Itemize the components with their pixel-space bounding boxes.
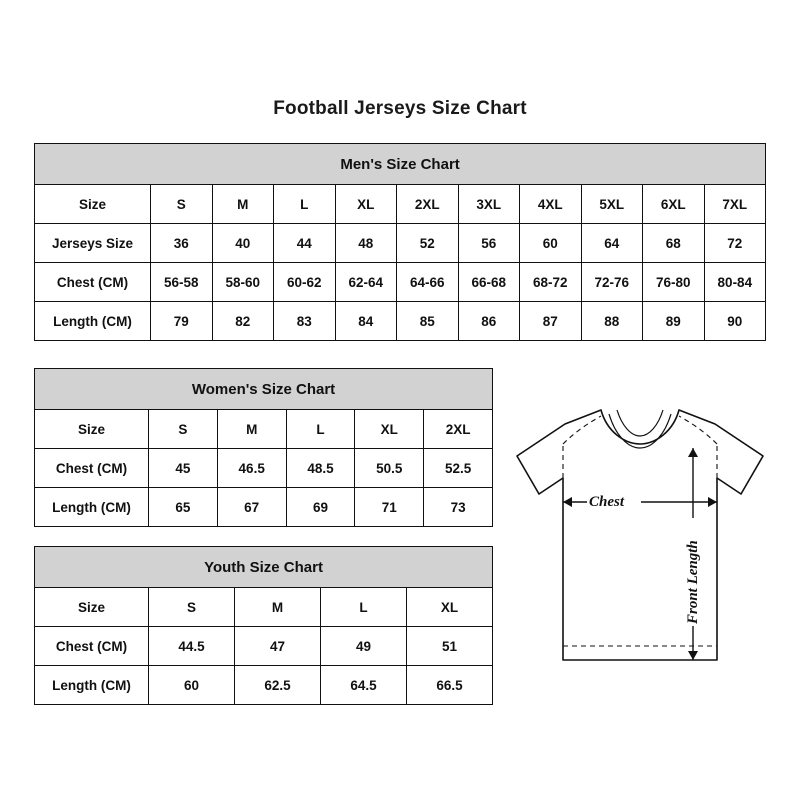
column-header: M [217,410,286,449]
column-header: 4XL [520,185,582,224]
youth-size-table [34,546,493,705]
cell: 76-80 [643,263,705,302]
column-header: 2XL [424,410,493,449]
cell: 73 [424,488,493,527]
womens-size-chart [34,368,492,527]
cell: 49 [321,627,407,666]
cell: 52 [397,224,459,263]
cell: 60 [149,666,235,705]
table-caption-row [35,547,493,588]
column-header: 7XL [704,185,766,224]
cell: 40 [212,224,274,263]
cell: 64-66 [397,263,459,302]
cell: 48 [335,224,397,263]
cell: 44.5 [149,627,235,666]
cell: 60-62 [274,263,336,302]
tshirt-measurement-diagram [505,398,775,698]
row-header: Jerseys Size [35,224,151,263]
cell: 52.5 [424,449,493,488]
table-caption-row [35,144,766,185]
chest-label: Chest [589,494,625,510]
table-caption-row [35,369,493,410]
cell: 80-84 [704,263,766,302]
youth-caption: Youth Size Chart [35,547,493,588]
table-header-row [35,410,493,449]
cell: 46.5 [217,449,286,488]
cell: 72-76 [581,263,643,302]
column-header: 5XL [581,185,643,224]
table-row [35,666,493,705]
cell: 50.5 [355,449,424,488]
row-header: Chest (CM) [35,627,149,666]
cell: 62.5 [235,666,321,705]
cell: 79 [151,302,213,341]
column-header: XL [355,410,424,449]
cell: 51 [407,627,493,666]
cell: 56-58 [151,263,213,302]
cell: 36 [151,224,213,263]
table-row [35,263,766,302]
cell: 47 [235,627,321,666]
mens-size-chart [34,143,766,341]
cell: 89 [643,302,705,341]
front-length-label: Front Length [685,540,701,624]
row-header: Chest (CM) [35,449,149,488]
youth-size-chart [34,546,492,705]
cell: 90 [704,302,766,341]
table-row [35,302,766,341]
column-header: Size [35,410,149,449]
cell: 67 [217,488,286,527]
cell: 66-68 [458,263,520,302]
womens-size-table [34,368,493,527]
column-header: Size [35,185,151,224]
column-header: 3XL [458,185,520,224]
cell: 62-64 [335,263,397,302]
table-row [35,449,493,488]
column-header: L [274,185,336,224]
column-header: L [321,588,407,627]
page-title: Football Jerseys Size Chart [273,98,527,119]
table-row [35,224,766,263]
cell: 68-72 [520,263,582,302]
cell: 88 [581,302,643,341]
womens-caption: Women's Size Chart [35,369,493,410]
cell: 58-60 [212,263,274,302]
cell: 68 [643,224,705,263]
column-header: S [151,185,213,224]
cell: 83 [274,302,336,341]
cell: 64 [581,224,643,263]
cell: 85 [397,302,459,341]
column-header: S [149,410,218,449]
column-header: M [212,185,274,224]
cell: 82 [212,302,274,341]
cell: 65 [149,488,218,527]
mens-caption: Men's Size Chart [35,144,766,185]
cell: 44 [274,224,336,263]
cell: 56 [458,224,520,263]
table-header-row [35,185,766,224]
cell: 72 [704,224,766,263]
cell: 69 [286,488,355,527]
column-header: XL [335,185,397,224]
row-header: Length (CM) [35,488,149,527]
table-header-row [35,588,493,627]
cell: 87 [520,302,582,341]
cell: 66.5 [407,666,493,705]
cell: 48.5 [286,449,355,488]
cell: 84 [335,302,397,341]
row-header: Length (CM) [35,302,151,341]
column-header: XL [407,588,493,627]
cell: 60 [520,224,582,263]
cell: 64.5 [321,666,407,705]
table-row [35,627,493,666]
column-header: S [149,588,235,627]
column-header: Size [35,588,149,627]
column-header: L [286,410,355,449]
column-header: 6XL [643,185,705,224]
column-header: 2XL [397,185,459,224]
cell: 86 [458,302,520,341]
row-header: Chest (CM) [35,263,151,302]
mens-size-table [34,143,766,341]
column-header: M [235,588,321,627]
cell: 45 [149,449,218,488]
table-row [35,488,493,527]
cell: 71 [355,488,424,527]
row-header: Length (CM) [35,666,149,705]
